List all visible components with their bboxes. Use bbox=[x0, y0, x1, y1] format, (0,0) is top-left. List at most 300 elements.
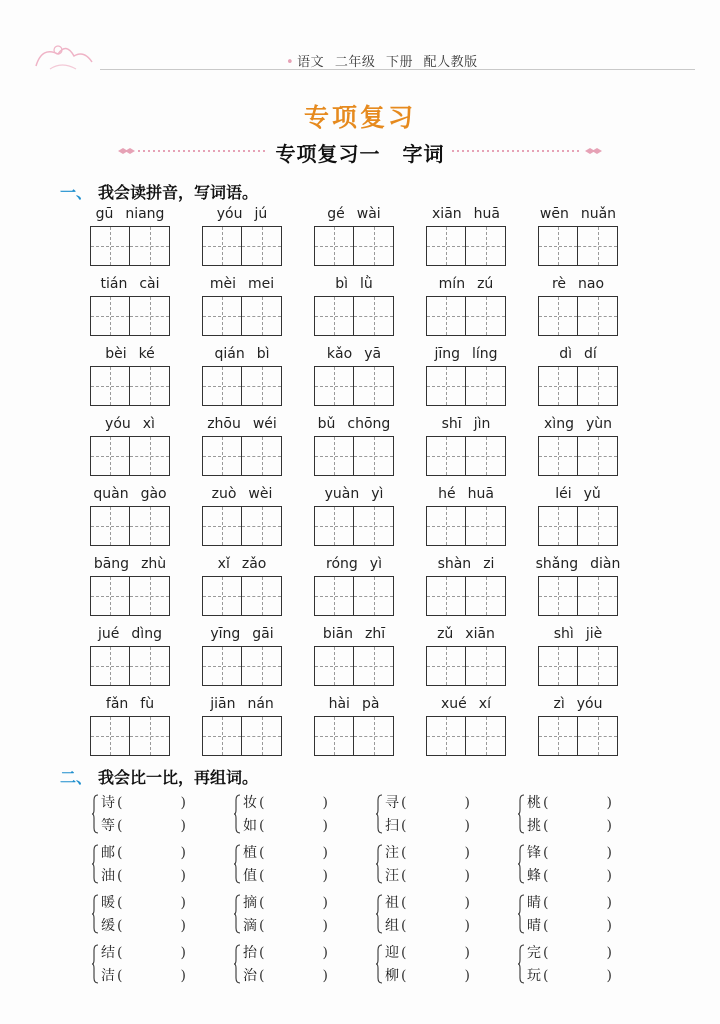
subtitle-topic: 字词 bbox=[402, 142, 445, 166]
close-paren: ) bbox=[180, 818, 186, 834]
writing-box[interactable] bbox=[578, 296, 618, 336]
pinyin-syllable: zhù bbox=[141, 556, 167, 572]
writing-box[interactable] bbox=[466, 506, 506, 546]
word-item bbox=[200, 485, 284, 553]
word-item bbox=[536, 345, 620, 413]
word-item bbox=[536, 205, 620, 273]
brace-icon bbox=[376, 844, 383, 884]
compare-line bbox=[385, 792, 470, 814]
pinyin-label bbox=[312, 626, 396, 644]
writing-box[interactable] bbox=[242, 296, 282, 336]
pinyin-syllable: hài bbox=[328, 696, 350, 712]
compare-line bbox=[527, 815, 612, 837]
open-paren: ( bbox=[259, 795, 265, 811]
open-paren: ( bbox=[259, 918, 265, 934]
compare-character: 完 bbox=[527, 945, 541, 961]
writing-box[interactable] bbox=[242, 716, 282, 756]
close-paren: ) bbox=[464, 968, 470, 984]
pinyin-syllable: bāng bbox=[93, 556, 130, 572]
writing-boxes bbox=[314, 576, 394, 616]
compare-line bbox=[243, 815, 328, 837]
writing-box[interactable] bbox=[130, 506, 170, 546]
writing-boxes bbox=[538, 296, 618, 336]
writing-box[interactable] bbox=[426, 576, 466, 616]
writing-box[interactable] bbox=[130, 366, 170, 406]
close-paren: ) bbox=[464, 868, 470, 884]
compare-character: 晴 bbox=[527, 918, 541, 934]
compare-line bbox=[527, 892, 612, 914]
open-paren: ( bbox=[543, 845, 549, 861]
pinyin-syllable: yì bbox=[369, 556, 382, 572]
word-item bbox=[424, 485, 508, 553]
writing-box[interactable] bbox=[202, 226, 242, 266]
writing-box[interactable] bbox=[426, 646, 466, 686]
compare-character: 诗 bbox=[101, 795, 115, 811]
pinyin-label bbox=[536, 276, 620, 294]
compare-character: 等 bbox=[101, 818, 115, 834]
pinyin-syllable: nuǎn bbox=[580, 206, 617, 222]
close-paren: ) bbox=[464, 945, 470, 961]
compare-line bbox=[101, 792, 186, 814]
open-paren: ( bbox=[259, 968, 265, 984]
compare-character: 寻 bbox=[385, 795, 399, 811]
pinyin-syllable: yīng bbox=[210, 626, 241, 642]
writing-boxes bbox=[426, 436, 506, 476]
open-paren: ( bbox=[259, 945, 265, 961]
writing-box[interactable] bbox=[426, 716, 466, 756]
compare-line bbox=[243, 892, 328, 914]
writing-box[interactable] bbox=[314, 436, 354, 476]
pinyin-label bbox=[536, 206, 620, 224]
writing-boxes bbox=[426, 716, 506, 756]
writing-boxes bbox=[426, 296, 506, 336]
pinyin-syllable: xiān bbox=[432, 206, 462, 222]
compare-group bbox=[376, 942, 511, 988]
writing-box[interactable] bbox=[202, 296, 242, 336]
close-paren: ) bbox=[606, 818, 612, 834]
writing-box[interactable] bbox=[354, 716, 394, 756]
pinyin-row bbox=[88, 485, 628, 555]
pinyin-syllable: lǜ bbox=[360, 276, 373, 292]
pinyin-label bbox=[312, 416, 396, 434]
pinyin-syllable: bèi bbox=[105, 346, 127, 362]
writing-box[interactable] bbox=[202, 576, 242, 616]
close-paren: ) bbox=[606, 868, 612, 884]
close-paren: ) bbox=[180, 968, 186, 984]
writing-box[interactable] bbox=[242, 226, 282, 266]
close-paren: ) bbox=[180, 895, 186, 911]
compare-group bbox=[92, 792, 227, 838]
pinyin-syllable: diàn bbox=[590, 556, 621, 572]
writing-boxes bbox=[538, 646, 618, 686]
pinyin-row bbox=[88, 275, 628, 345]
pinyin-syllable: bì bbox=[335, 276, 348, 292]
word-item bbox=[536, 695, 620, 763]
writing-box[interactable] bbox=[578, 646, 618, 686]
writing-box[interactable] bbox=[90, 576, 130, 616]
pinyin-label bbox=[424, 556, 508, 574]
section2-heading bbox=[60, 765, 258, 788]
compare-line bbox=[101, 815, 186, 837]
open-paren: ( bbox=[401, 968, 407, 984]
writing-box[interactable] bbox=[202, 506, 242, 546]
compare-character: 祖 bbox=[385, 895, 399, 911]
pinyin-label bbox=[200, 486, 284, 504]
pinyin-label bbox=[312, 696, 396, 714]
pinyin-syllable: gū bbox=[95, 206, 114, 222]
brace-icon bbox=[518, 794, 525, 834]
brace-icon bbox=[92, 844, 99, 884]
close-paren: ) bbox=[606, 968, 612, 984]
pinyin-label bbox=[88, 556, 172, 574]
writing-box[interactable] bbox=[466, 226, 506, 266]
brace-icon bbox=[92, 794, 99, 834]
writing-box[interactable] bbox=[578, 226, 618, 266]
pinyin-label bbox=[200, 276, 284, 294]
close-paren: ) bbox=[180, 845, 186, 861]
header-volume: 下册 bbox=[385, 55, 413, 70]
writing-box[interactable] bbox=[354, 226, 394, 266]
compare-line bbox=[527, 792, 612, 814]
pinyin-label bbox=[200, 346, 284, 364]
compare-group bbox=[518, 942, 653, 988]
open-paren: ( bbox=[117, 895, 123, 911]
writing-box[interactable] bbox=[90, 506, 130, 546]
writing-box[interactable] bbox=[578, 366, 618, 406]
writing-box[interactable] bbox=[354, 296, 394, 336]
writing-box[interactable] bbox=[466, 296, 506, 336]
word-item bbox=[424, 555, 508, 623]
word-item bbox=[200, 275, 284, 343]
open-paren: ( bbox=[259, 868, 265, 884]
pinyin-syllable: shǎng bbox=[535, 556, 579, 572]
pinyin-syllable: pà bbox=[361, 696, 380, 712]
open-paren: ( bbox=[117, 795, 123, 811]
writing-box[interactable] bbox=[202, 716, 242, 756]
writing-box[interactable] bbox=[538, 576, 578, 616]
pinyin-syllable: gé bbox=[327, 206, 345, 222]
compare-line bbox=[101, 842, 186, 864]
pinyin-syllable: nao bbox=[578, 276, 605, 292]
word-item bbox=[424, 345, 508, 413]
compare-group bbox=[234, 892, 369, 938]
word-item bbox=[200, 555, 284, 623]
compare-line bbox=[243, 842, 328, 864]
pinyin-syllable: gào bbox=[140, 486, 167, 502]
open-paren: ( bbox=[401, 845, 407, 861]
open-paren: ( bbox=[401, 945, 407, 961]
pinyin-syllable: kǎo bbox=[326, 346, 353, 362]
writing-box[interactable] bbox=[538, 506, 578, 546]
pinyin-label bbox=[536, 416, 620, 434]
writing-box[interactable] bbox=[130, 436, 170, 476]
writing-boxes bbox=[426, 646, 506, 686]
pinyin-syllable: jìn bbox=[473, 416, 491, 432]
pinyin-syllable: huā bbox=[467, 486, 494, 502]
pinyin-label bbox=[312, 276, 396, 294]
brace-icon bbox=[518, 844, 525, 884]
writing-box[interactable] bbox=[354, 366, 394, 406]
writing-box[interactable] bbox=[426, 506, 466, 546]
pinyin-syllable: nán bbox=[247, 696, 274, 712]
pinyin-label bbox=[200, 416, 284, 434]
compare-group bbox=[376, 892, 511, 938]
pinyin-syllable: zhī bbox=[365, 626, 386, 642]
decorative-logo-icon bbox=[28, 36, 98, 76]
pinyin-syllable: tián bbox=[100, 276, 128, 292]
open-paren: ( bbox=[543, 795, 549, 811]
writing-box[interactable] bbox=[130, 226, 170, 266]
compare-character: 玩 bbox=[527, 968, 541, 984]
writing-box[interactable] bbox=[314, 296, 354, 336]
pinyin-syllable: jú bbox=[254, 206, 268, 222]
pinyin-syllable: shàn bbox=[437, 556, 472, 572]
header-bullet-icon: • bbox=[286, 55, 295, 70]
close-paren: ) bbox=[322, 968, 328, 984]
pinyin-label bbox=[424, 206, 508, 224]
pinyin-label bbox=[424, 346, 508, 364]
pinyin-row bbox=[88, 345, 628, 415]
writing-boxes bbox=[426, 366, 506, 406]
pinyin-label bbox=[312, 346, 396, 364]
pinyin-row bbox=[88, 415, 628, 485]
compare-character: 桃 bbox=[527, 795, 541, 811]
compare-character: 如 bbox=[243, 818, 257, 834]
writing-box[interactable] bbox=[130, 716, 170, 756]
writing-boxes bbox=[90, 646, 170, 686]
writing-box[interactable] bbox=[242, 646, 282, 686]
close-paren: ) bbox=[464, 895, 470, 911]
word-item bbox=[312, 415, 396, 483]
pinyin-syllable: fù bbox=[140, 696, 155, 712]
writing-box[interactable] bbox=[538, 296, 578, 336]
writing-boxes bbox=[426, 506, 506, 546]
pinyin-syllable: rè bbox=[551, 276, 567, 292]
pinyin-syllable: xì bbox=[142, 416, 155, 432]
compare-line bbox=[385, 942, 470, 964]
subtitle-row bbox=[112, 136, 608, 166]
writing-box[interactable] bbox=[202, 366, 242, 406]
writing-boxes bbox=[202, 296, 282, 336]
pinyin-syllable: wài bbox=[356, 206, 381, 222]
writing-boxes bbox=[202, 436, 282, 476]
open-paren: ( bbox=[117, 818, 123, 834]
pinyin-label bbox=[424, 696, 508, 714]
compare-character: 锋 bbox=[527, 845, 541, 861]
word-item bbox=[88, 695, 172, 763]
writing-box[interactable] bbox=[426, 296, 466, 336]
writing-box[interactable] bbox=[538, 366, 578, 406]
writing-box[interactable] bbox=[354, 576, 394, 616]
writing-box[interactable] bbox=[130, 646, 170, 686]
writing-box[interactable] bbox=[90, 296, 130, 336]
compare-character: 注 bbox=[385, 845, 399, 861]
pinyin-syllable: jué bbox=[98, 626, 120, 642]
pinyin-label bbox=[424, 626, 508, 644]
compare-line bbox=[101, 892, 186, 914]
writing-boxes bbox=[538, 436, 618, 476]
pinyin-syllable: dìng bbox=[131, 626, 162, 642]
brace-icon bbox=[376, 894, 383, 934]
writing-boxes bbox=[202, 226, 282, 266]
word-item bbox=[424, 205, 508, 273]
compare-line bbox=[527, 915, 612, 937]
pinyin-label bbox=[424, 416, 508, 434]
pinyin-syllable: zhōu bbox=[207, 416, 241, 432]
writing-box[interactable] bbox=[466, 576, 506, 616]
word-item bbox=[312, 345, 396, 413]
writing-box[interactable] bbox=[426, 436, 466, 476]
compare-line bbox=[243, 865, 328, 887]
writing-boxes bbox=[538, 226, 618, 266]
writing-box[interactable] bbox=[354, 506, 394, 546]
writing-box[interactable] bbox=[578, 716, 618, 756]
open-paren: ( bbox=[401, 895, 407, 911]
pinyin-label bbox=[88, 486, 172, 504]
writing-box[interactable] bbox=[466, 716, 506, 756]
compare-character: 妆 bbox=[243, 795, 257, 811]
word-item bbox=[88, 275, 172, 343]
section2-number: 二、 bbox=[60, 768, 93, 787]
pinyin-row bbox=[88, 205, 628, 275]
pinyin-syllable: bǔ bbox=[317, 416, 336, 432]
writing-box[interactable] bbox=[242, 506, 282, 546]
writing-box[interactable] bbox=[314, 506, 354, 546]
writing-boxes bbox=[314, 506, 394, 546]
word-item bbox=[88, 625, 172, 693]
compare-character: 迎 bbox=[385, 945, 399, 961]
compare-line bbox=[527, 965, 612, 987]
word-item bbox=[424, 415, 508, 483]
writing-box[interactable] bbox=[578, 436, 618, 476]
writing-boxes bbox=[90, 296, 170, 336]
compare-character: 油 bbox=[101, 868, 115, 884]
writing-box[interactable] bbox=[202, 646, 242, 686]
word-item bbox=[312, 205, 396, 273]
writing-box[interactable] bbox=[538, 226, 578, 266]
pinyin-grid bbox=[88, 205, 628, 765]
compare-group bbox=[92, 892, 227, 938]
pinyin-syllable: jiān bbox=[210, 696, 236, 712]
compare-line bbox=[243, 942, 328, 964]
pinyin-syllable: zì bbox=[553, 696, 565, 712]
writing-box[interactable] bbox=[130, 296, 170, 336]
compare-character: 摘 bbox=[243, 895, 257, 911]
open-paren: ( bbox=[117, 845, 123, 861]
writing-boxes bbox=[90, 226, 170, 266]
brace-icon bbox=[376, 794, 383, 834]
writing-box[interactable] bbox=[354, 646, 394, 686]
writing-boxes bbox=[202, 646, 282, 686]
writing-boxes bbox=[426, 226, 506, 266]
writing-box[interactable] bbox=[90, 226, 130, 266]
pinyin-syllable: léi bbox=[555, 486, 572, 502]
writing-box[interactable] bbox=[466, 366, 506, 406]
compare-character: 扫 bbox=[385, 818, 399, 834]
pinyin-syllable: qián bbox=[214, 346, 245, 362]
writing-box[interactable] bbox=[202, 436, 242, 476]
compare-group bbox=[234, 842, 369, 888]
writing-box[interactable] bbox=[538, 646, 578, 686]
pinyin-row bbox=[88, 695, 628, 765]
pinyin-syllable: chōng bbox=[347, 416, 391, 432]
word-item bbox=[424, 275, 508, 343]
writing-box[interactable] bbox=[466, 646, 506, 686]
compare-character: 蜂 bbox=[527, 868, 541, 884]
pinyin-syllable: shì bbox=[553, 626, 574, 642]
pinyin-syllable: líng bbox=[472, 346, 498, 362]
writing-box[interactable] bbox=[314, 646, 354, 686]
writing-box[interactable] bbox=[578, 506, 618, 546]
brace-icon bbox=[518, 894, 525, 934]
writing-box[interactable] bbox=[314, 576, 354, 616]
section2-text: 我会比一比，再组词。 bbox=[98, 768, 259, 787]
writing-box[interactable] bbox=[314, 226, 354, 266]
writing-box[interactable] bbox=[426, 366, 466, 406]
writing-box[interactable] bbox=[90, 646, 130, 686]
writing-box[interactable] bbox=[242, 366, 282, 406]
open-paren: ( bbox=[543, 945, 549, 961]
writing-box[interactable] bbox=[538, 436, 578, 476]
pinyin-label bbox=[200, 556, 284, 574]
writing-box[interactable] bbox=[314, 716, 354, 756]
writing-box[interactable] bbox=[314, 366, 354, 406]
pinyin-syllable: xiān bbox=[465, 626, 495, 642]
compare-character: 暖 bbox=[101, 895, 115, 911]
writing-box[interactable] bbox=[90, 366, 130, 406]
compare-line bbox=[101, 915, 186, 937]
pinyin-syllable: yóu bbox=[105, 416, 131, 432]
open-paren: ( bbox=[543, 968, 549, 984]
writing-boxes bbox=[202, 366, 282, 406]
open-paren: ( bbox=[401, 818, 407, 834]
writing-box[interactable] bbox=[242, 576, 282, 616]
page-title: 专项复习 bbox=[303, 103, 416, 132]
writing-box[interactable] bbox=[130, 576, 170, 616]
compare-character: 植 bbox=[243, 845, 257, 861]
writing-box[interactable] bbox=[466, 436, 506, 476]
header-subject: 语文 bbox=[297, 55, 325, 70]
close-paren: ) bbox=[322, 945, 328, 961]
brace-icon bbox=[92, 944, 99, 984]
compare-line bbox=[385, 915, 470, 937]
writing-box[interactable] bbox=[90, 436, 130, 476]
writing-box[interactable] bbox=[538, 716, 578, 756]
word-item bbox=[424, 625, 508, 693]
brace-icon bbox=[234, 944, 241, 984]
pinyin-syllable: wēn bbox=[539, 206, 569, 222]
word-item bbox=[200, 625, 284, 693]
pinyin-label bbox=[312, 556, 396, 574]
writing-box[interactable] bbox=[578, 576, 618, 616]
writing-box[interactable] bbox=[426, 226, 466, 266]
pinyin-syllable: shī bbox=[441, 416, 462, 432]
compare-line bbox=[527, 865, 612, 887]
open-paren: ( bbox=[117, 868, 123, 884]
pinyin-syllable: wéi bbox=[252, 416, 277, 432]
compare-character: 结 bbox=[101, 945, 115, 961]
word-item bbox=[88, 415, 172, 483]
writing-box[interactable] bbox=[242, 436, 282, 476]
compare-line bbox=[101, 965, 186, 987]
writing-box[interactable] bbox=[354, 436, 394, 476]
pinyin-label bbox=[88, 626, 172, 644]
compare-line bbox=[385, 865, 470, 887]
pinyin-label bbox=[200, 626, 284, 644]
pinyin-syllable: zuò bbox=[211, 486, 237, 502]
writing-box[interactable] bbox=[90, 716, 130, 756]
writing-boxes bbox=[202, 576, 282, 616]
